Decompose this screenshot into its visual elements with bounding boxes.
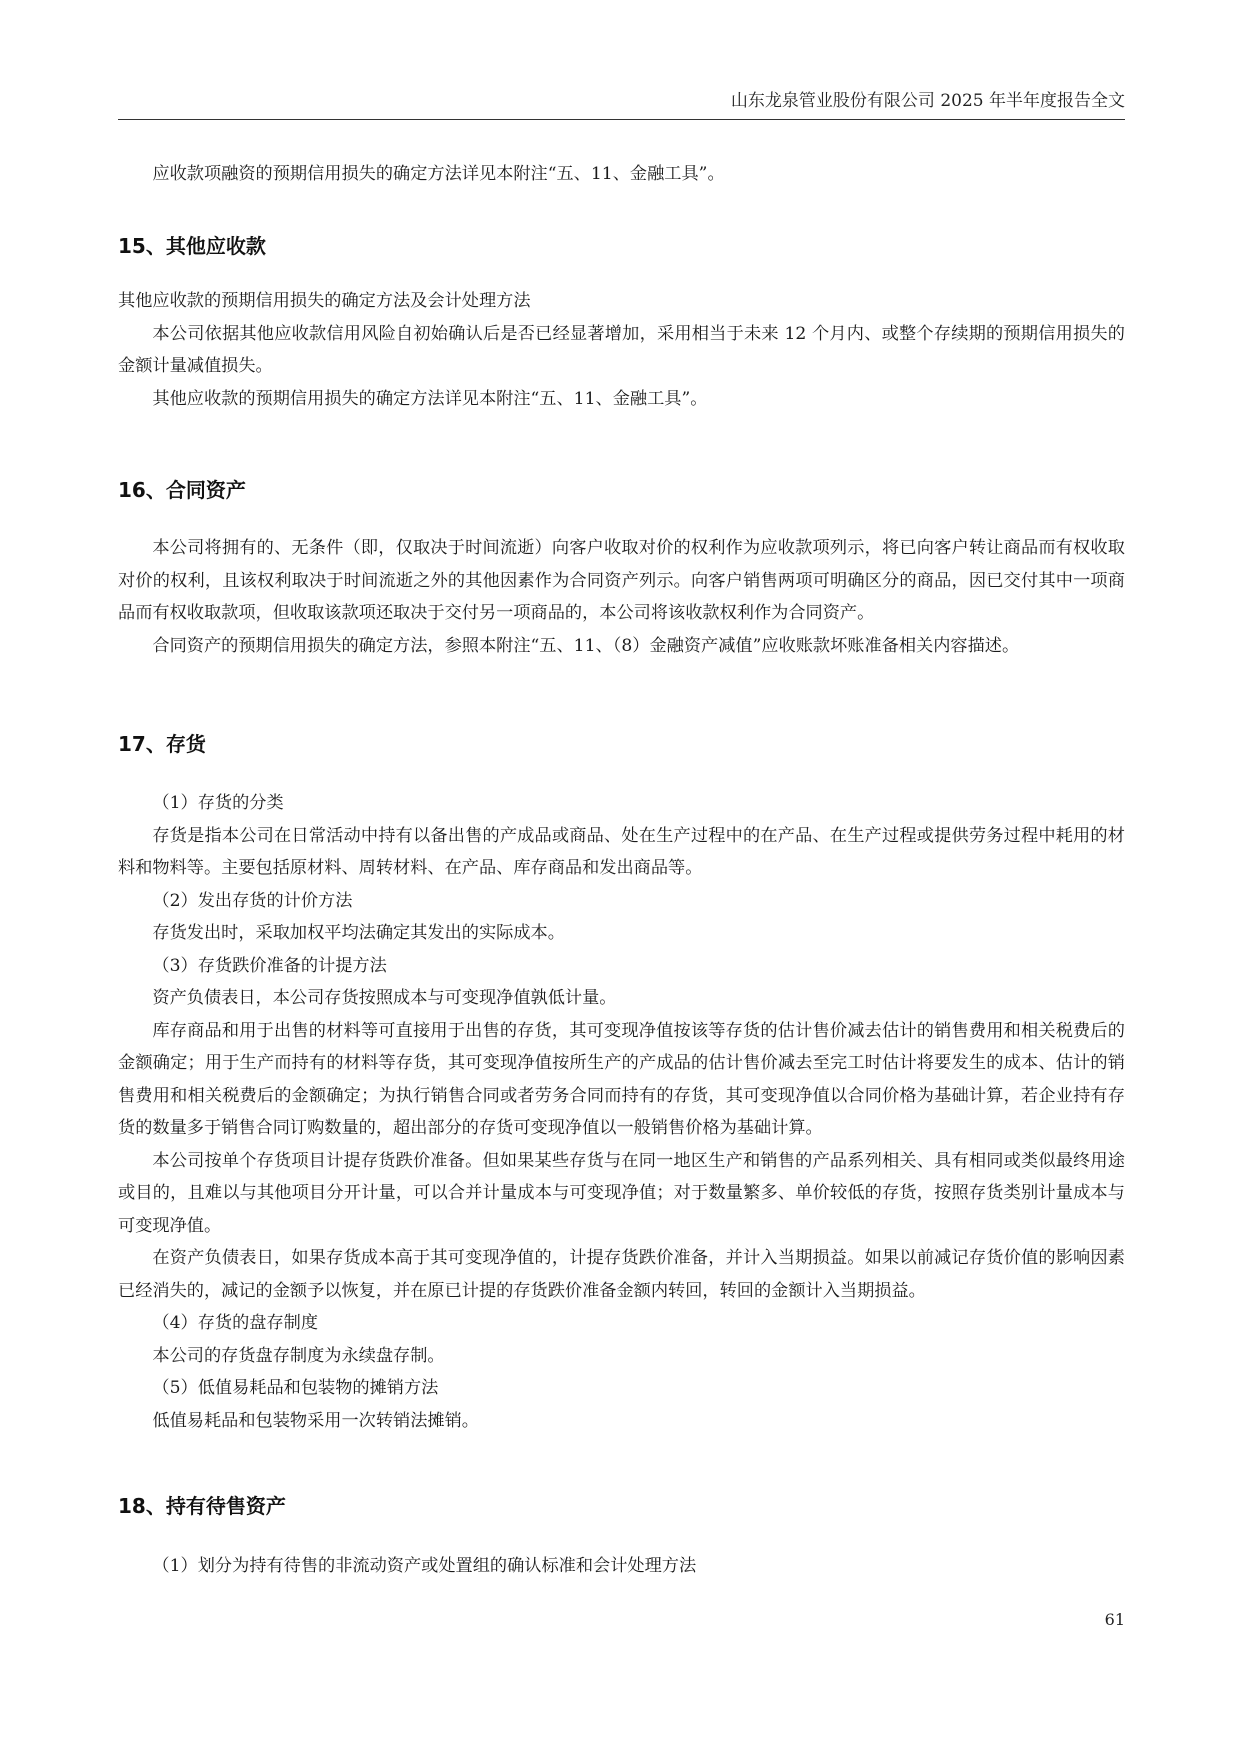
section-16-paragraph-2: 合同资产的预期信用损失的确定方法，参照本附注“五、11、（8）金融资产减值”应收账款坏账准备相关内容描述。 [152,635,1020,656]
report-header-title: 山东龙泉管业股份有限公司 2025 年半年度报告全文 [730,91,1125,111]
section-15-paragraph-1: 本公司依据其他应收款信用风险自初始确认后是否已经显著增加，采用相当于未来 12 个月内、或整个存续期的预期信用损失的金额计量减值损失。 [118,323,1125,376]
header-divider [118,119,1125,120]
section-17-item: （1）存货的分类 [152,793,284,813]
section-17-item: 在资产负债表日，如果存货成本高于其可变现净值的，计提存货跌价准备，并计入当期损益。如果以前减记存货价值的影响因素已经消失的，减记的金额予以恢复，并在原已计提的存货跌价准备金额内转回，转回的金额计入当期损益。 [118,1248,1125,1301]
section-18-heading: 18、持有待售资产 [118,1494,286,1518]
section-15-subheading: 其他应收款的预期信用损失的确定方法及会计处理方法 [118,291,531,311]
section-17-heading: 17、存货 [118,732,206,756]
section-17-item: 存货是指本公司在日常活动中持有以备出售的产成品或商品、处在生产过程中的在产品、在生产过程或提供劳务过程中耗用的材料和物料等。主要包括原材料、周转材料、在产品、库存商品和发出商品等。 [118,825,1125,878]
section-17-item: （5）低值易耗品和包装物的摊销方法 [152,1378,439,1398]
section-17-body [118,787,1125,1437]
section-16-paragraph-1: 本公司将拥有的、无条件（即，仅取决于时间流逝）向客户收取对价的权利作为应收款项列示，将已向客户转让商品而有权收取对价的权利，且该权利取决于时间流逝之外的其他因素作为合同资产列示。向客户销售两项可明确区分的商品，因已交付其中一项商品而有权收取款项，但收取该款项还取决于交付另一项商品的，本公司将该收款权利作为合同资产。 [118,538,1125,623]
section-17-item: 资产负债表日，本公司存货按照成本与可变现净值孰低计量。 [152,988,617,1008]
section-17-item: 存货发出时，采取加权平均法确定其发出的实际成本。 [152,923,565,943]
section-16-body [118,532,1125,662]
section-17-item: 库存商品和用于出售的材料等可直接用于出售的存货，其可变现净值按该等存货的估计售价减去估计的销售费用和相关税费后的金额确定；用于生产而持有的材料等存货，其可变现净值按所生产的产成品的估计售价减去至完工时估计将要发生的成本、估计的销售费用和相关税费后的金额确定；为执行销售合同或者劳务合同而持有的存货，其可变现净值以合同价格为基础计算，若企业持有存货的数量多于销售合同订购数量的，超出部分的存货可变现净值以一般销售价格为基础计算。 [118,1020,1125,1138]
section-17-item: 本公司按单个存货项目计提存货跌价准备。但如果某些存货与在同一地区生产和销售的产品系列相关、具有相同或类似最终用途或目的，且难以与其他项目分开计量，可以合并计量成本与可变现净值；对于数量繁多、单价较低的存货，按照存货类别计量成本与可变现净值。 [118,1150,1125,1236]
page-number: 61 [1104,1610,1125,1629]
section-15-heading: 15、其他应收款 [118,234,266,258]
section-15-paragraph-2: 其他应收款的预期信用损失的确定方法详见本附注“五、11、金融工具”。 [152,388,708,409]
section-18-paragraph-1: （1）划分为持有待售的非流动资产或处置组的确认标准和会计处理方法 [152,1556,697,1576]
intro-paragraph: 应收款项融资的预期信用损失的确定方法详见本附注“五、11、金融工具”。 [152,164,725,184]
section-17-item: 低值易耗品和包装物采用一次转销法摊销。 [152,1410,479,1431]
section-18-body [118,1550,1125,1583]
section-17-item: （4）存货的盘存制度 [152,1313,319,1333]
section-16-heading: 16、合同资产 [118,478,246,502]
section-17-item: （3）存货跌价准备的计提方法 [152,955,387,976]
section-17-item: （2）发出存货的计价方法 [152,890,353,911]
intro-block [118,158,1125,191]
section-15-body [118,285,1125,415]
section-17-item: 本公司的存货盘存制度为永续盘存制。 [152,1345,445,1366]
